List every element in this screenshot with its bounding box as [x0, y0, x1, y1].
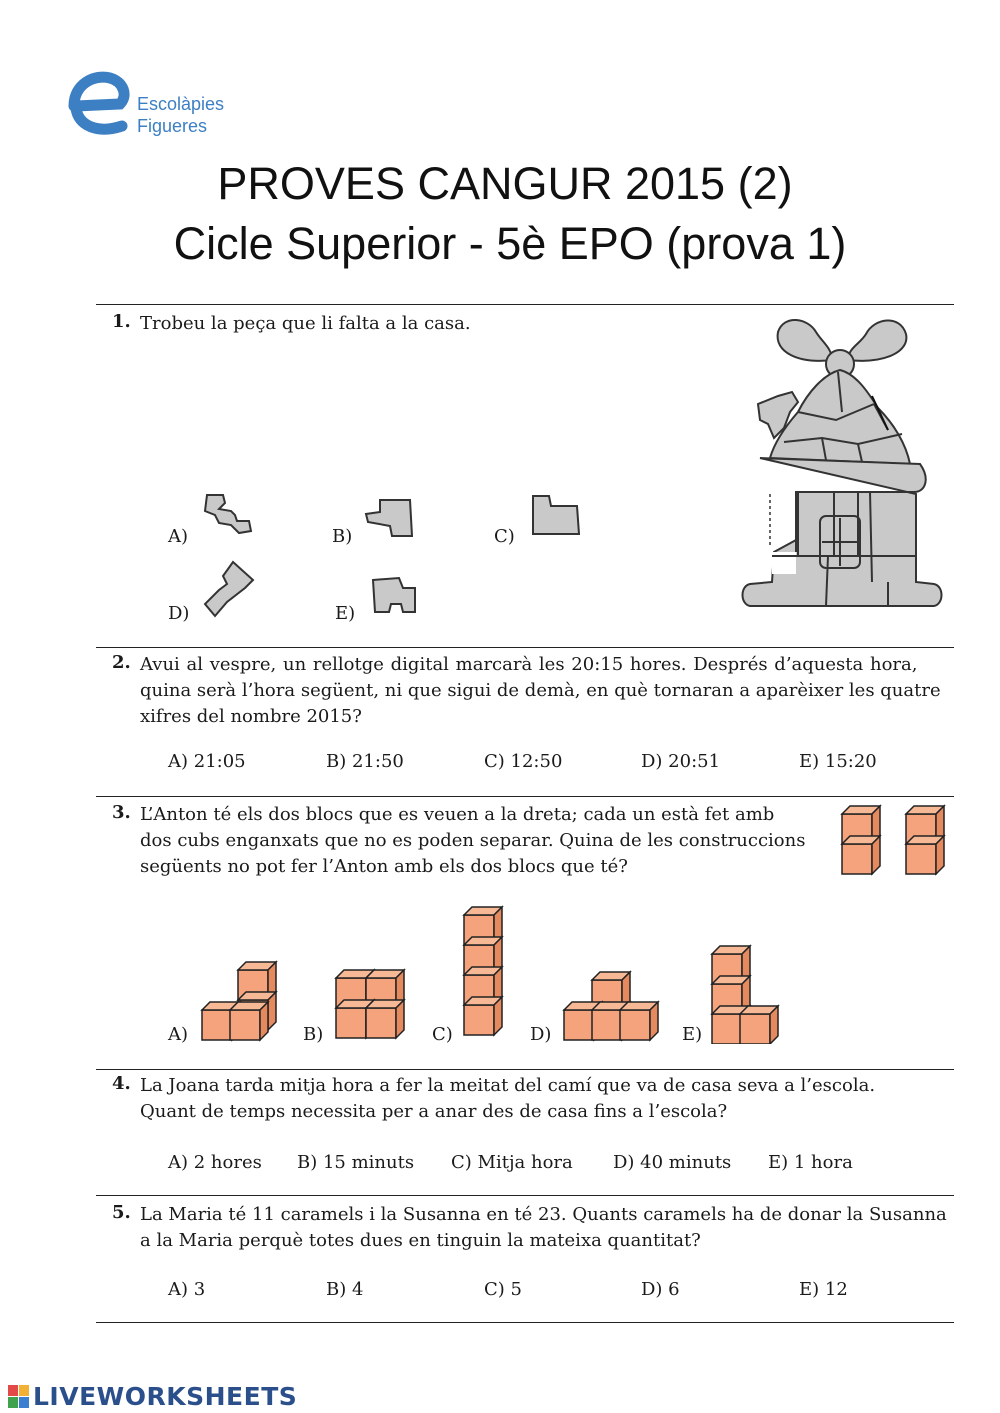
question-2-text: Avui al vespre, un rellotge digital marcarà les 20:15 hores. Després d’aquesta hora, quina serà l’hora següent, ni que sigui de demà, en què tornaran a aparèixer les quatre xifres del nombre 2015?	[140, 654, 941, 727]
q1-piece-d-icon	[201, 558, 259, 620]
q5-option-a[interactable]: A) 3	[168, 1279, 206, 1300]
q5-option-d[interactable]: D) 6	[641, 1279, 680, 1300]
q4-option-a[interactable]: A) 2 hores	[168, 1152, 262, 1173]
q3-figure-b	[334, 968, 412, 1044]
divider	[96, 1322, 954, 1323]
q4-option-d[interactable]: D) 40 minuts	[613, 1152, 732, 1173]
q2-option-b[interactable]: B) 21:50	[326, 751, 404, 772]
q1-option-a[interactable]: A)	[168, 526, 189, 547]
question-2-number: 2.	[112, 652, 131, 673]
divider	[96, 304, 954, 305]
q5-option-c[interactable]: C) 5	[484, 1279, 522, 1300]
q3-two-blocks-figure	[838, 800, 950, 876]
q1-piece-e-icon	[369, 576, 421, 618]
divider	[96, 1195, 954, 1196]
q1-option-b[interactable]: B)	[332, 526, 353, 547]
q2-option-a[interactable]: A) 21:05	[168, 751, 246, 772]
q3-figure-c	[462, 905, 510, 1045]
liveworksheets-brand[interactable]: LIVEWORKSHEETS	[33, 1382, 298, 1411]
q3-figure-a	[200, 960, 284, 1044]
school-logo-text: Escolàpies Figueres	[137, 94, 225, 136]
page-title: PROVES CANGUR 2015 (2)	[217, 158, 793, 209]
page-subtitle: Cicle Superior - 5è EPO (prova 1)	[173, 218, 847, 269]
divider	[96, 796, 954, 797]
q3-option-c[interactable]: C)	[432, 1024, 453, 1045]
divider	[96, 1069, 954, 1070]
school-logo-icon	[62, 68, 138, 140]
divider	[96, 647, 954, 648]
q5-option-b[interactable]: B) 4	[326, 1279, 364, 1300]
q4-option-b[interactable]: B) 15 minuts	[297, 1152, 415, 1173]
q3-option-b[interactable]: B)	[303, 1024, 324, 1045]
q2-option-e[interactable]: E) 15:20	[799, 751, 877, 772]
q1-option-c[interactable]: C)	[494, 526, 515, 547]
question-3-number: 3.	[112, 802, 131, 823]
q3-option-e[interactable]: E)	[682, 1024, 703, 1045]
q1-option-e[interactable]: E)	[335, 603, 356, 624]
question-3-text: L’Anton té els dos blocs que es veuen a la dreta; cada un està fet amb dos cubs enganxats que no es poden separar. Quina de les construccions següents no pot fer l’Anton amb els dos blocs que té?	[140, 804, 806, 877]
q1-option-d[interactable]: D)	[168, 603, 190, 624]
liveworksheets-icon	[8, 1385, 30, 1409]
q1-piece-b-icon	[364, 498, 416, 540]
question-1-text: Trobeu la peça que li falta a la casa.	[140, 313, 471, 334]
question-1-number: 1.	[112, 311, 131, 332]
q3-figure-e	[710, 944, 784, 1044]
question-4-text: La Joana tarda mitja hora a fer la meitat del camí que va de casa seva a l’escola. Quant de temps necessita per a anar des de casa fins a l’escola?	[140, 1075, 876, 1122]
q1-piece-c-icon	[529, 494, 583, 540]
q2-option-d[interactable]: D) 20:51	[641, 751, 721, 772]
q3-figure-d	[562, 970, 664, 1044]
q4-option-e[interactable]: E) 1 hora	[768, 1152, 853, 1173]
house-puzzle-figure	[738, 312, 946, 612]
question-4-number: 4.	[112, 1073, 131, 1094]
q1-piece-a-icon	[203, 493, 255, 537]
q2-option-c[interactable]: C) 12:50	[484, 751, 563, 772]
q3-option-a[interactable]: A)	[168, 1024, 189, 1045]
q3-option-d[interactable]: D)	[530, 1024, 552, 1045]
question-5-text: La Maria té 11 caramels i la Susanna en té 23. Quants caramels ha de donar la Susanna a la Maria perquè totes dues en tinguin la mateixa quantitat?	[140, 1204, 947, 1251]
q5-option-e[interactable]: E) 12	[799, 1279, 848, 1300]
q4-option-c[interactable]: C) Mitja hora	[451, 1152, 573, 1173]
question-5-number: 5.	[112, 1202, 131, 1223]
